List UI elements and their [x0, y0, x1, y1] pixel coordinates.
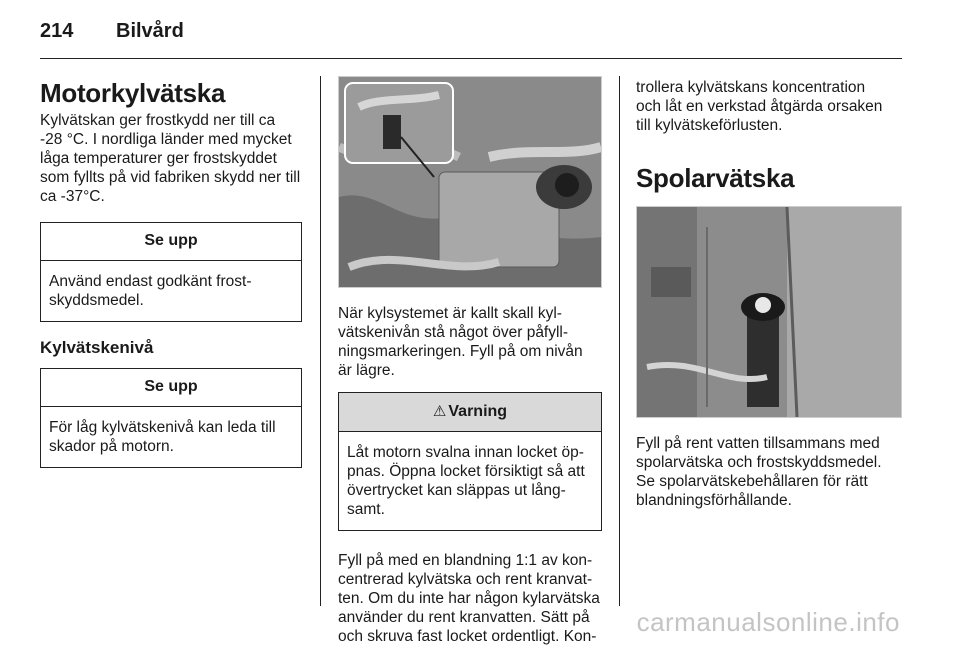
- chapter-title: Bilvård: [116, 20, 184, 42]
- washer-reservoir-illustration: [637, 207, 901, 417]
- text-line: spolarvätska och frostskyddsmedel.: [636, 454, 882, 471]
- text-line: använder du rent kranvatten. Sätt på: [338, 609, 590, 626]
- column-1: [40, 68, 302, 468]
- level-paragraph: [338, 304, 602, 380]
- continued-paragraph: [636, 78, 902, 135]
- caution-body: [41, 407, 301, 467]
- text-line: Se spolarvätskebehållaren för rätt: [636, 473, 868, 490]
- column-divider-1: [320, 76, 321, 606]
- text-line: Använd endast godkänt frost-: [49, 273, 252, 290]
- watermark: carmanualsonline.info: [636, 607, 900, 637]
- warning-heading: [339, 393, 601, 432]
- text-line: skador på motorn.: [49, 438, 174, 455]
- washer-paragraph: [636, 434, 902, 510]
- text-line: samt.: [347, 501, 385, 518]
- text-line: som fyllts på vid fabriken skydd ner till: [40, 169, 301, 186]
- text-line: centrerad kylvätska och rent kranvat-: [338, 571, 593, 588]
- caution-heading: Se upp: [41, 369, 301, 407]
- caution-heading: Se upp: [41, 223, 301, 261]
- text-line: trollera kylvätskans koncentration: [636, 79, 866, 96]
- text-line: ten. Om du inte har någon kylarvätska: [338, 590, 600, 607]
- coolant-reservoir-photo: [338, 76, 602, 288]
- text-line: övertrycket kan släppas ut lång-: [347, 482, 566, 499]
- column-2: [338, 76, 602, 646]
- text-line: och låt en verkstad åtgärda orsaken: [636, 98, 883, 115]
- text-line: ca -37°C.: [40, 188, 105, 205]
- warning-body: [339, 432, 601, 530]
- text-line: blandningsförhållande.: [636, 492, 792, 509]
- text-line: vätskenivån stå något över påfyll-: [338, 324, 569, 341]
- engine-bay-illustration: [339, 77, 601, 287]
- text-line: Kylvätskan ger frostkydd ner till ca: [40, 112, 276, 129]
- section-title-washer-fluid: Spolarvätska: [636, 163, 795, 193]
- caution-body: [41, 261, 301, 321]
- warning-label: Varning: [448, 403, 508, 420]
- text-line: låga temperaturer ger frostskyddet: [40, 150, 277, 167]
- text-line: För låg kylvätskenivå kan leda till: [49, 419, 276, 436]
- section-title-coolant: Motorkylvätska: [40, 78, 226, 108]
- text-line: När kylsystemet är kallt skall kyl-: [338, 305, 562, 322]
- warning-box: [338, 392, 602, 531]
- subheading-coolant-level: Kylvätskenivå: [40, 338, 154, 357]
- mixing-paragraph: [338, 551, 602, 646]
- column-divider-2: [619, 76, 620, 606]
- text-line: till kylvätskeförlusten.: [636, 117, 783, 134]
- text-line: ningsmarkeringen. Fyll på om nivån: [338, 343, 583, 360]
- text-line: Låt motorn svalna innan locket öp-: [347, 444, 584, 461]
- text-line: och skruva fast locket ordentligt. Kon-: [338, 628, 597, 645]
- caution-box-antifreeze: [40, 222, 302, 322]
- text-line: Fyll på rent vatten tillsammans med: [636, 435, 880, 452]
- text-line: -28 °C. I nordliga länder med mycket: [40, 131, 292, 148]
- header-rule: [40, 58, 902, 59]
- text-line: pnas. Öppna locket försiktigt så att: [347, 463, 585, 480]
- text-line: skyddsmedel.: [49, 292, 144, 309]
- warning-triangle-icon: ⚠: [432, 403, 447, 420]
- page-header: [40, 20, 184, 43]
- washer-reservoir-photo: [636, 206, 902, 418]
- page-number: 214: [40, 20, 74, 42]
- column-3: [636, 78, 902, 510]
- text-line: Fyll på med en blandning 1:1 av kon-: [338, 552, 593, 569]
- intro-paragraph: [40, 111, 302, 206]
- text-line: är lägre.: [338, 362, 395, 379]
- caution-box-level: [40, 368, 302, 468]
